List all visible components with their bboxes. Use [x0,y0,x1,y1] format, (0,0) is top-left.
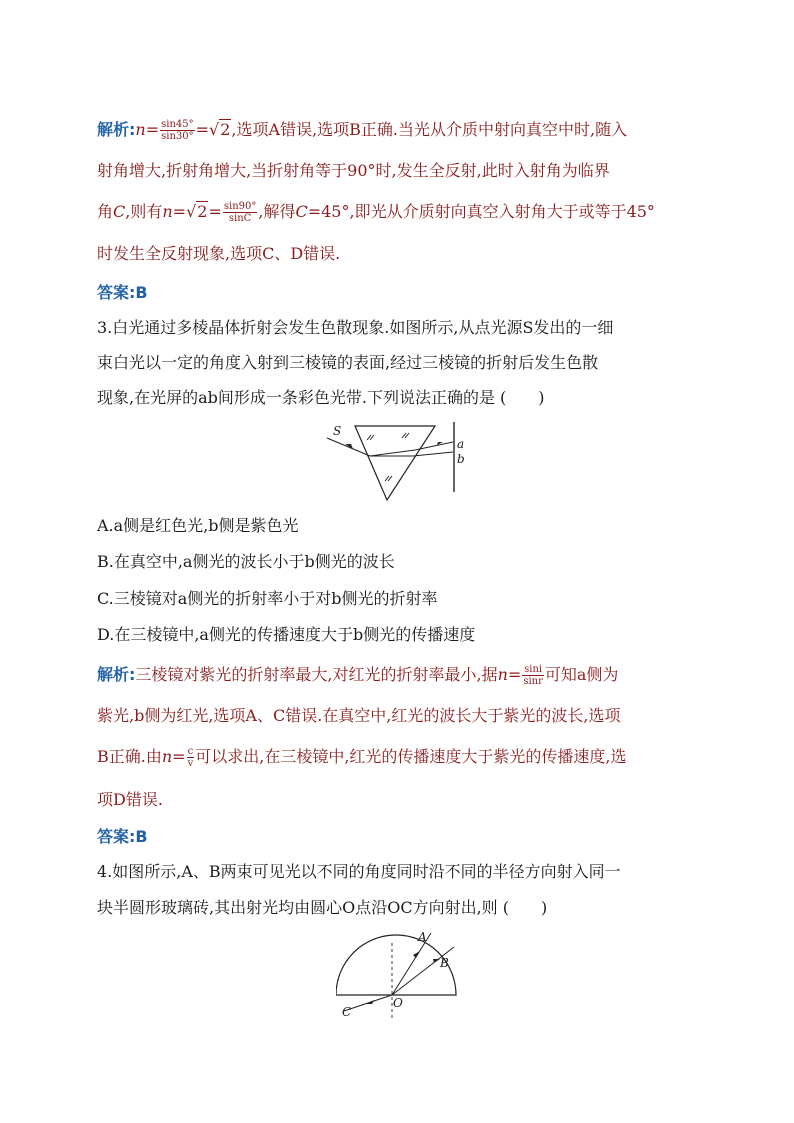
q4-stem-line-2: 块半圆形玻璃砖,其出射光均由圆心O点沿OC方向射出,则 ( ) [97,898,548,917]
analysis-label: 解析: [97,120,136,139]
frac-den: sin30° [161,131,194,142]
equals: = [172,747,186,766]
frac-num: c [187,746,194,757]
answer-value: B [135,283,148,302]
var-n: n [162,202,173,221]
fraction [223,201,258,224]
q2-answer [97,282,148,304]
q2-analysis-line-3 [97,201,655,224]
equals: = [172,202,187,221]
answer-label: 答案: [97,283,136,302]
frac-den: sinr [523,676,543,687]
analysis-text: ,则有 [125,202,163,221]
prism-figure [325,418,470,510]
q3-answer [97,826,148,848]
ray-arrow [433,959,440,963]
label-B: B [440,956,449,970]
q3-option-c: C.三棱镜对a侧光的折射率小于对b侧光的折射率 [97,589,438,608]
q2-analysis-line-1 [97,119,627,142]
q3-stem-line-1: 3.白光通过多棱晶体折射会发生色散现象.如图所示,从点光源S发出的一细 [97,318,614,337]
analysis-text: B正确.由 [97,747,162,766]
glass-hatch [367,433,409,481]
frac-den: sinC [228,213,252,224]
analysis-text: 可以求出,在三棱镜中,红光的传播速度大于紫光的传播速度,选 [195,747,627,766]
q2-analysis-line-4: 时发生全反射现象,选项C、D错误. [97,244,341,263]
ray-arrow [413,951,420,958]
q3-analysis-line-3 [97,746,627,769]
semicircle-figure [336,925,462,1025]
equals: = [145,120,160,139]
label-S: S [333,424,342,438]
analysis-text: =45°,即光从介质射向真空入射角大于或等于45° [307,202,655,221]
analysis-label: 解析: [97,665,136,684]
frac-num: sin90° [223,201,257,212]
prism-outline [355,426,435,500]
q2-analysis-line-2: 射角增大,折射角增大,当折射角等于90°时,发生全反射,此时入射角为临界 [97,161,610,180]
analysis-text: 可知a侧为 [544,665,619,684]
q3-analysis-line-2: 紫光,b侧为红光,选项A、C错误.在真空中,红光的波长大于紫光的波长,选项 [97,706,621,725]
analysis-text: 三棱镜对紫光的折射率最大,对红光的折射率最小,据 [135,665,498,684]
q3-option-d: D.在三棱镜中,a侧光的传播速度大于b侧光的传播速度 [97,625,476,644]
q3-stem-line-2: 束白光以一定的角度入射到三棱镜的表面,经过三棱镜的折射后发生色散 [97,353,599,372]
label-a: a [457,437,465,451]
var-C: C [295,202,308,221]
fraction [522,664,544,687]
ray-arrow [366,1000,374,1004]
answer-label: 答案: [97,827,136,846]
sqrt-symbol: √ [186,202,197,221]
answer-value: B [135,827,148,846]
frac-den: v [187,758,194,769]
analysis-text: ,解得 [258,202,296,221]
q3-option-b: B.在真空中,a侧光的波长小于b侧光的波长 [97,552,395,571]
q3-analysis-line-1 [97,664,618,687]
equals: = [208,202,222,221]
analysis-text: 角 [97,202,114,221]
label-A: A [418,930,427,944]
fraction [160,119,195,142]
q3-stem-line-3: 现象,在光屏的ab间形成一条彩色光带.下列说法正确的是 ( ) [97,388,545,407]
var-n: n [135,120,146,139]
ray-B [392,947,454,995]
sqrt-symbol: √ [209,120,220,139]
exit-ray-b [413,452,453,456]
refracted-ray-a [370,450,415,456]
semicircle-glass [336,935,456,995]
label-C: C [342,1005,352,1019]
q3-analysis-line-4: 项D错误. [97,790,163,809]
sqrt-value: 2 [220,120,231,139]
label-b: b [457,452,465,466]
fraction [187,746,195,769]
q3-option-a: A.a侧是红色光,b侧是紫色光 [97,516,299,535]
label-O: O [393,996,403,1010]
var-n: n [497,665,508,684]
analysis-text: ,选项A错误,选项B正确.当光从介质中射向真空中时,随入 [231,120,628,139]
exit-ray-a [415,442,453,450]
equals: = [195,120,210,139]
frac-num: sin45° [161,119,194,130]
q4-stem-line-1: 4.如图所示,A、B两束可见光以不同的角度同时沿不同的半径方向射入同一 [97,862,621,881]
equals: = [507,665,522,684]
var-C: C [113,202,126,221]
frac-num: sini [524,664,543,675]
sqrt-value: 2 [197,202,208,221]
var-n: n [161,747,173,766]
